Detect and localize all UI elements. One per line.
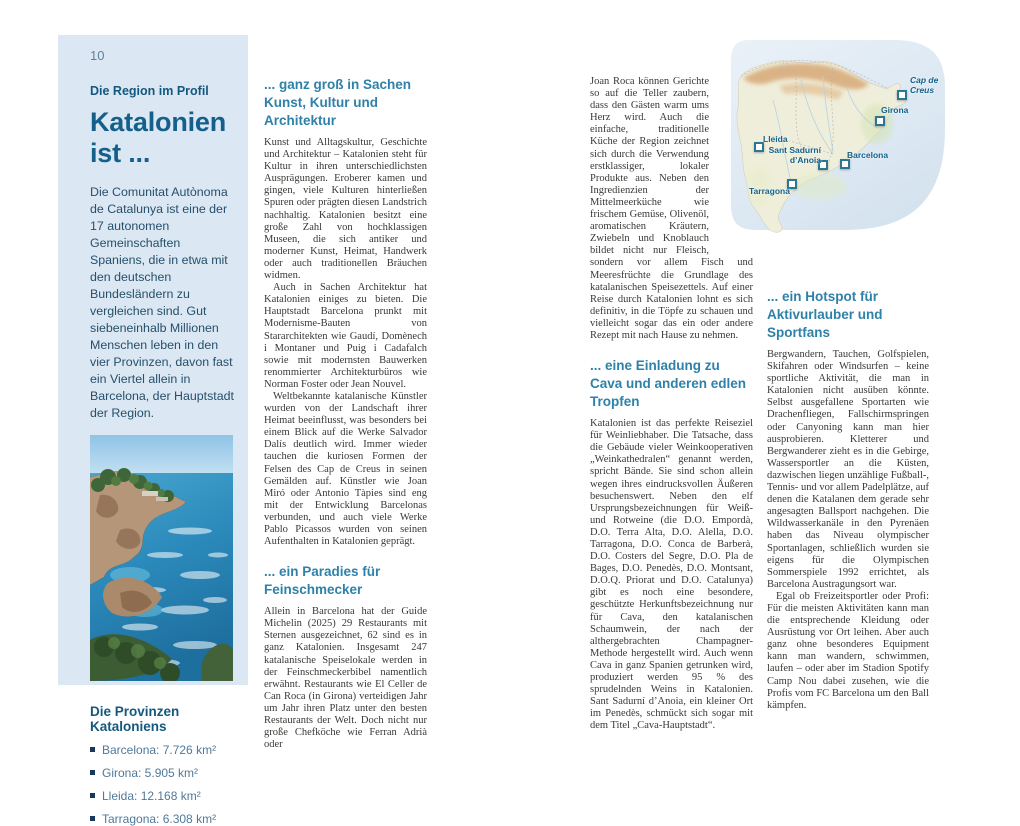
article-heading-feinschmecker: ... ein Paradies für Feinschmecker (264, 564, 381, 598)
provinces-heading: Die Provinzen Kataloniens (90, 704, 180, 734)
map-label-lleida: Lleida (763, 134, 788, 144)
catalonia-map (729, 36, 949, 236)
bullet-icon (90, 747, 95, 752)
map-label-barcelona: Barcelona (847, 150, 889, 160)
article-heading-kunst: ... ganz groß in Sachen Kunst, Kultur und Architektur (264, 77, 412, 128)
section-kicker: Die Region im Profil (90, 84, 209, 98)
paragraph: Bergwandern, Tauchen, Golfspielen, Skifahren oder Windsurfen – keine sportliche Aktivität, die man in Katalonien nicht ausüben könnte. Selbst ausgefallene Sportarten wie Drachenfliegen, Fallschirmspringen oder Canyoning kann man hier ausprobieren. Kletterer und Bergwanderer zieht es in die Gebirge, Wassersportler an die Küsten, dazwischen liegen unzählige Fußball-, Tennis- und vor allem Padelplätze, auf denen die Katalanen dem gerade sehr angesagten Ballsport nachgehen. Die Wildwasserkanäle in den Pyrenäen haben das Niveau olympischer Sportanlagen, schließlich wurden sie eigens für die Olympischen Sommerspiele 1992 errichtet, als Barcelona Austragungsort war. (767, 349, 929, 590)
sidebar-panel (58, 35, 248, 826)
paragraph: Allein in Barcelona hat der Guide Michelin (2025) 29 Restaurants mit Sternen ausgezeichnet, 62 sind es in ganz Katalonien. Insgesamt 247 katalanische Speiselokale werden in der Feinschmeckerbibel namentlich erwähnt. Restaurants wie El Celler de Can Roca (in Girona) verteidigen Jahr um Jahr ihren Platz unter den besten Restaurants der Welt. Doch nicht nur große Chefköche wie Ferran Adrià oder (264, 606, 427, 751)
map-label-girona: Girona (881, 105, 909, 115)
article-heading-sport: ... ein Hotspot für Aktivurlauber und Sportfans (767, 289, 883, 340)
map-label-cap-de-creus: Cap de Creus (910, 75, 939, 95)
paragraph: Auch in Sachen Architektur hat Katalonien einiges zu bieten. Die Hauptstadt Barcelona prunkt mit Modernisme-Bauten von Stararchitekten wie Gaudí, Domènech i Montaner und Puig i Cadafalch sowie mit modernsten Bauwerken renommierter Architekturbüros wie Norman Foster oder Jean Nouvel. (264, 282, 427, 390)
bullet-icon (90, 816, 95, 821)
paragraph: Joan Roca können Gerichte so auf die Teller zaubern, dass den Gästen warm ums Herz wird. Auch die einfache, traditionelle Küche der Region zeichnet sich durch die Verwendung erstklassiger, lokaler Produkte aus. Neben den Ingredienzien der Mittelmeerküche wie frischem Gemüse, Olivenöl, aromatischen Kräutern, Zwiebeln und Knoblauch bildet nicht nur Fleisch, sondern vor allem Fisch und Meeresfrüchte die Grundlage des katalanischen Speisezettels. Auf einer Reise durch Katalonien lohnt es sich definitiv, in die Töpfe zu schauen und vielleicht sogar das ein oder andere Rezept mit nach Hause zu nehmen. (590, 76, 753, 341)
paragraph: Weltbekannte katalanische Künstler wurden von der Landschaft ihrer Heimat beeinflusst, was besonders bei einem Blick auf die Werke Salvador Dalís deutlich wird. Immer wieder tauchen die kuriosen Formen der Felsen des Cap de Creus in seinen Gemälden auf. Künstler wie Joan Miró oder Antonio Tàpies sind eng mit der Entwicklung Barcelonas verbunden, und auch viele Werke Pablo Picassos wurden von seinen Aufenthalten in Katalonien geprägt. (264, 390, 427, 548)
map-marker-barcelona (840, 159, 850, 169)
intro-text: Die Comunitat Autònoma de Catalunya ist eine der 17 autonomen Gemeinschaften Spaniens, die in etwa mit den deutschen Bundesländern zu vergleichen sind. Gut siebeneinhalb Millionen Menschen leben in den vier Provinzen, davon fast ein Viertel allein in Barcelona, der Hauptstadt der Region. (90, 185, 234, 420)
province-item: Girona: 5.905 km² (90, 767, 235, 780)
map-marker-cap-de-creus (897, 90, 907, 100)
map-marker-girona (875, 116, 885, 126)
paragraph: Katalonien ist das perfekte Reiseziel für Weinliebhaber. Die Tatsache, dass die Gebäude vieler Weinkooperativen „Weinkathedralen“ genannt werden, spricht Bände. Sie sind schon allein wegen ihres eindrucksvollen Äußeren besuchenswert. Neben den elf Ursprungsbezeichnungen für Weiß- und Rotweine (die D.O. Empordà, D.O. Terra Alta, D.O. Alella, D.O. Tarragona, D.O. Conca de Barberà, D.O. Costers del Segre, D.O. Pla de Bages, D.O. Penedès, D.O. Montsant, D.O.Q. Priorat und D.O. Catalunya) gibt es noch eine besondere, geschützte Herkunftsbezeichnung nur für Cava, den katalanischen Schaumwein, der nach der althergebrachten Champagner-Methode hergestellt wird. Auch wenn Cava in ganz Spanien getrunken wird, produziert werden 95 % des sprudelnden Weins in Katalonien. Sant Sadurní d’Anoia, ein kleiner Ort im Penedès, schmückt sich sogar mit dem Titel „Cava-Hauptstadt“. (590, 418, 753, 732)
province-item: Barcelona: 7.726 km² (90, 744, 235, 757)
article-heading-cava: ... eine Einladung zu Cava und anderen edlen Tropfen (590, 358, 747, 410)
page-title: Katalonien ist ... (90, 107, 227, 168)
coast-photo-illustration (90, 435, 233, 681)
provinces-list (90, 744, 235, 826)
article-column-1 (264, 76, 427, 751)
catalonia-map-illustration (729, 36, 949, 236)
page-number: 10 (90, 48, 105, 63)
coast-photo (90, 435, 233, 681)
province-item: Lleida: 12.168 km² (90, 790, 235, 803)
map-label-sant-sadurni: Sant Sadurní d’Anoia (768, 145, 821, 165)
bullet-icon (90, 793, 95, 798)
article-column-3 (767, 288, 929, 712)
paragraph: Kunst und Alltagskultur, Geschichte und Architektur – Katalonien steht für Kultur in ihren unterschiedlichsten Ausprägungen. Eroberer kamen und gingen, viele Kulturen hinterließen Spuren oder prägten diesen Landstrich nachhaltig. Katalonien besitzt eine große Zahl von hochklassigen Museen, die sich antiker und moderner Kunst, Heimat, Handwerk oder auch traditionellen Bräuchen widmen. (264, 137, 427, 282)
province-item: Tarragona: 6.308 km² (90, 813, 235, 826)
paragraph: Egal ob Freizeitsportler oder Profi: Für die meisten Aktivitäten kann man die entsprechende Kleidung oder Ausrüstung vor Ort leihen. Aber auch ganz ohne besonderes Equipment kann man wandern, schwimmen, laufen – oder aber im Stadion Spotify Camp Nou dabei zusehen, wie die Profis vom FC Barcelona um den Ball kämpfen. (767, 590, 929, 711)
map-label-tarragona: Tarragona (749, 186, 790, 196)
bullet-icon (90, 770, 95, 775)
